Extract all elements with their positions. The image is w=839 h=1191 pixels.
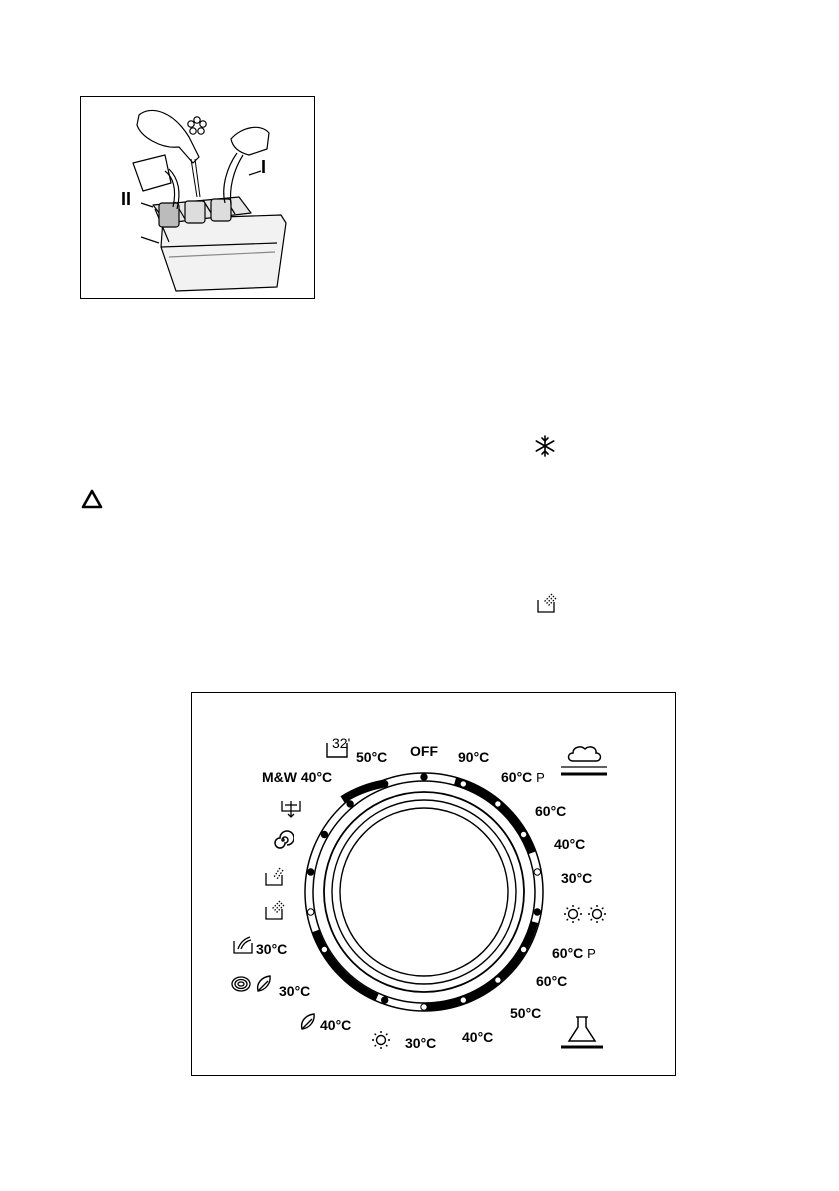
drain-icon [280,797,302,819]
label-synthetic-60: 60°C [536,973,568,989]
label-synthetic-30: 30°C [405,1035,437,1051]
label-cotton-90: 90°C [458,749,490,765]
delicate-rinse-icon [264,865,286,887]
dial-position-dot [534,869,540,875]
synthetics-icon [559,1013,605,1053]
dial-position-dot [534,909,540,915]
dial-position-dot [308,909,314,915]
label-silk-40: 40°C [320,1017,352,1033]
label-cotton-40: 40°C [554,836,586,852]
dial-position-dot [382,781,388,787]
warning-triangle-icon [81,489,103,509]
handwash-icon [232,933,254,955]
silk-icon [254,973,274,995]
label-cotton-eco-p: P [536,770,545,785]
dial-position-dot [495,977,501,983]
detergent-dispenser-figure [80,96,315,299]
dial-position-dot [308,869,314,875]
label-cotton-60: 60°C [535,803,567,819]
label-cotton-60p: 60°C [501,769,533,785]
dial-position-dot [460,997,466,1003]
program-dial-figure [191,692,676,1076]
label-mw-40: M&W 40°C [262,769,333,785]
label-off: OFF [410,743,438,759]
dial-knob[interactable] [324,792,524,992]
easy-iron-icon [370,1029,392,1051]
label-synthetic-50: 50°C [510,1005,542,1021]
dial-position-dot [421,1004,427,1010]
wool-icon [230,973,252,993]
dial-position-dot [347,801,353,807]
label-synthetic-60p: 60°C [552,945,584,961]
label-wool-30: 30°C [279,983,311,999]
dial-position-dot [321,831,327,837]
label-handwash-30: 30°C [256,941,288,957]
double-sun-icon [562,903,612,925]
label-synthetic-40: 40°C [462,1029,494,1045]
label-quick-50: 50°C [356,749,388,765]
dial-position-dot [460,781,466,787]
label-synthetic-eco-p: P [587,946,596,961]
prewash-compartment-label: II [121,189,132,209]
dial-position-dot [495,801,501,807]
rinse-icon [536,592,558,614]
dial-position-dot [421,774,427,780]
quick-wash-duration: 32' [332,735,351,751]
dial-position-dot [520,831,526,837]
dial-position-dot [321,946,327,952]
dispenser-illustration [81,97,316,300]
silk-icon [298,1011,318,1033]
cotton-icon [559,743,609,777]
spin-icon [272,829,294,851]
dial-position-dot [382,997,388,1003]
dial-position-dot [520,946,526,952]
rinse-icon [264,899,286,921]
mainwash-compartment-label: I [261,157,267,177]
snowflake-icon [534,435,556,457]
dial-position-dot [347,977,353,983]
label-cotton-30: 30°C [561,870,593,886]
